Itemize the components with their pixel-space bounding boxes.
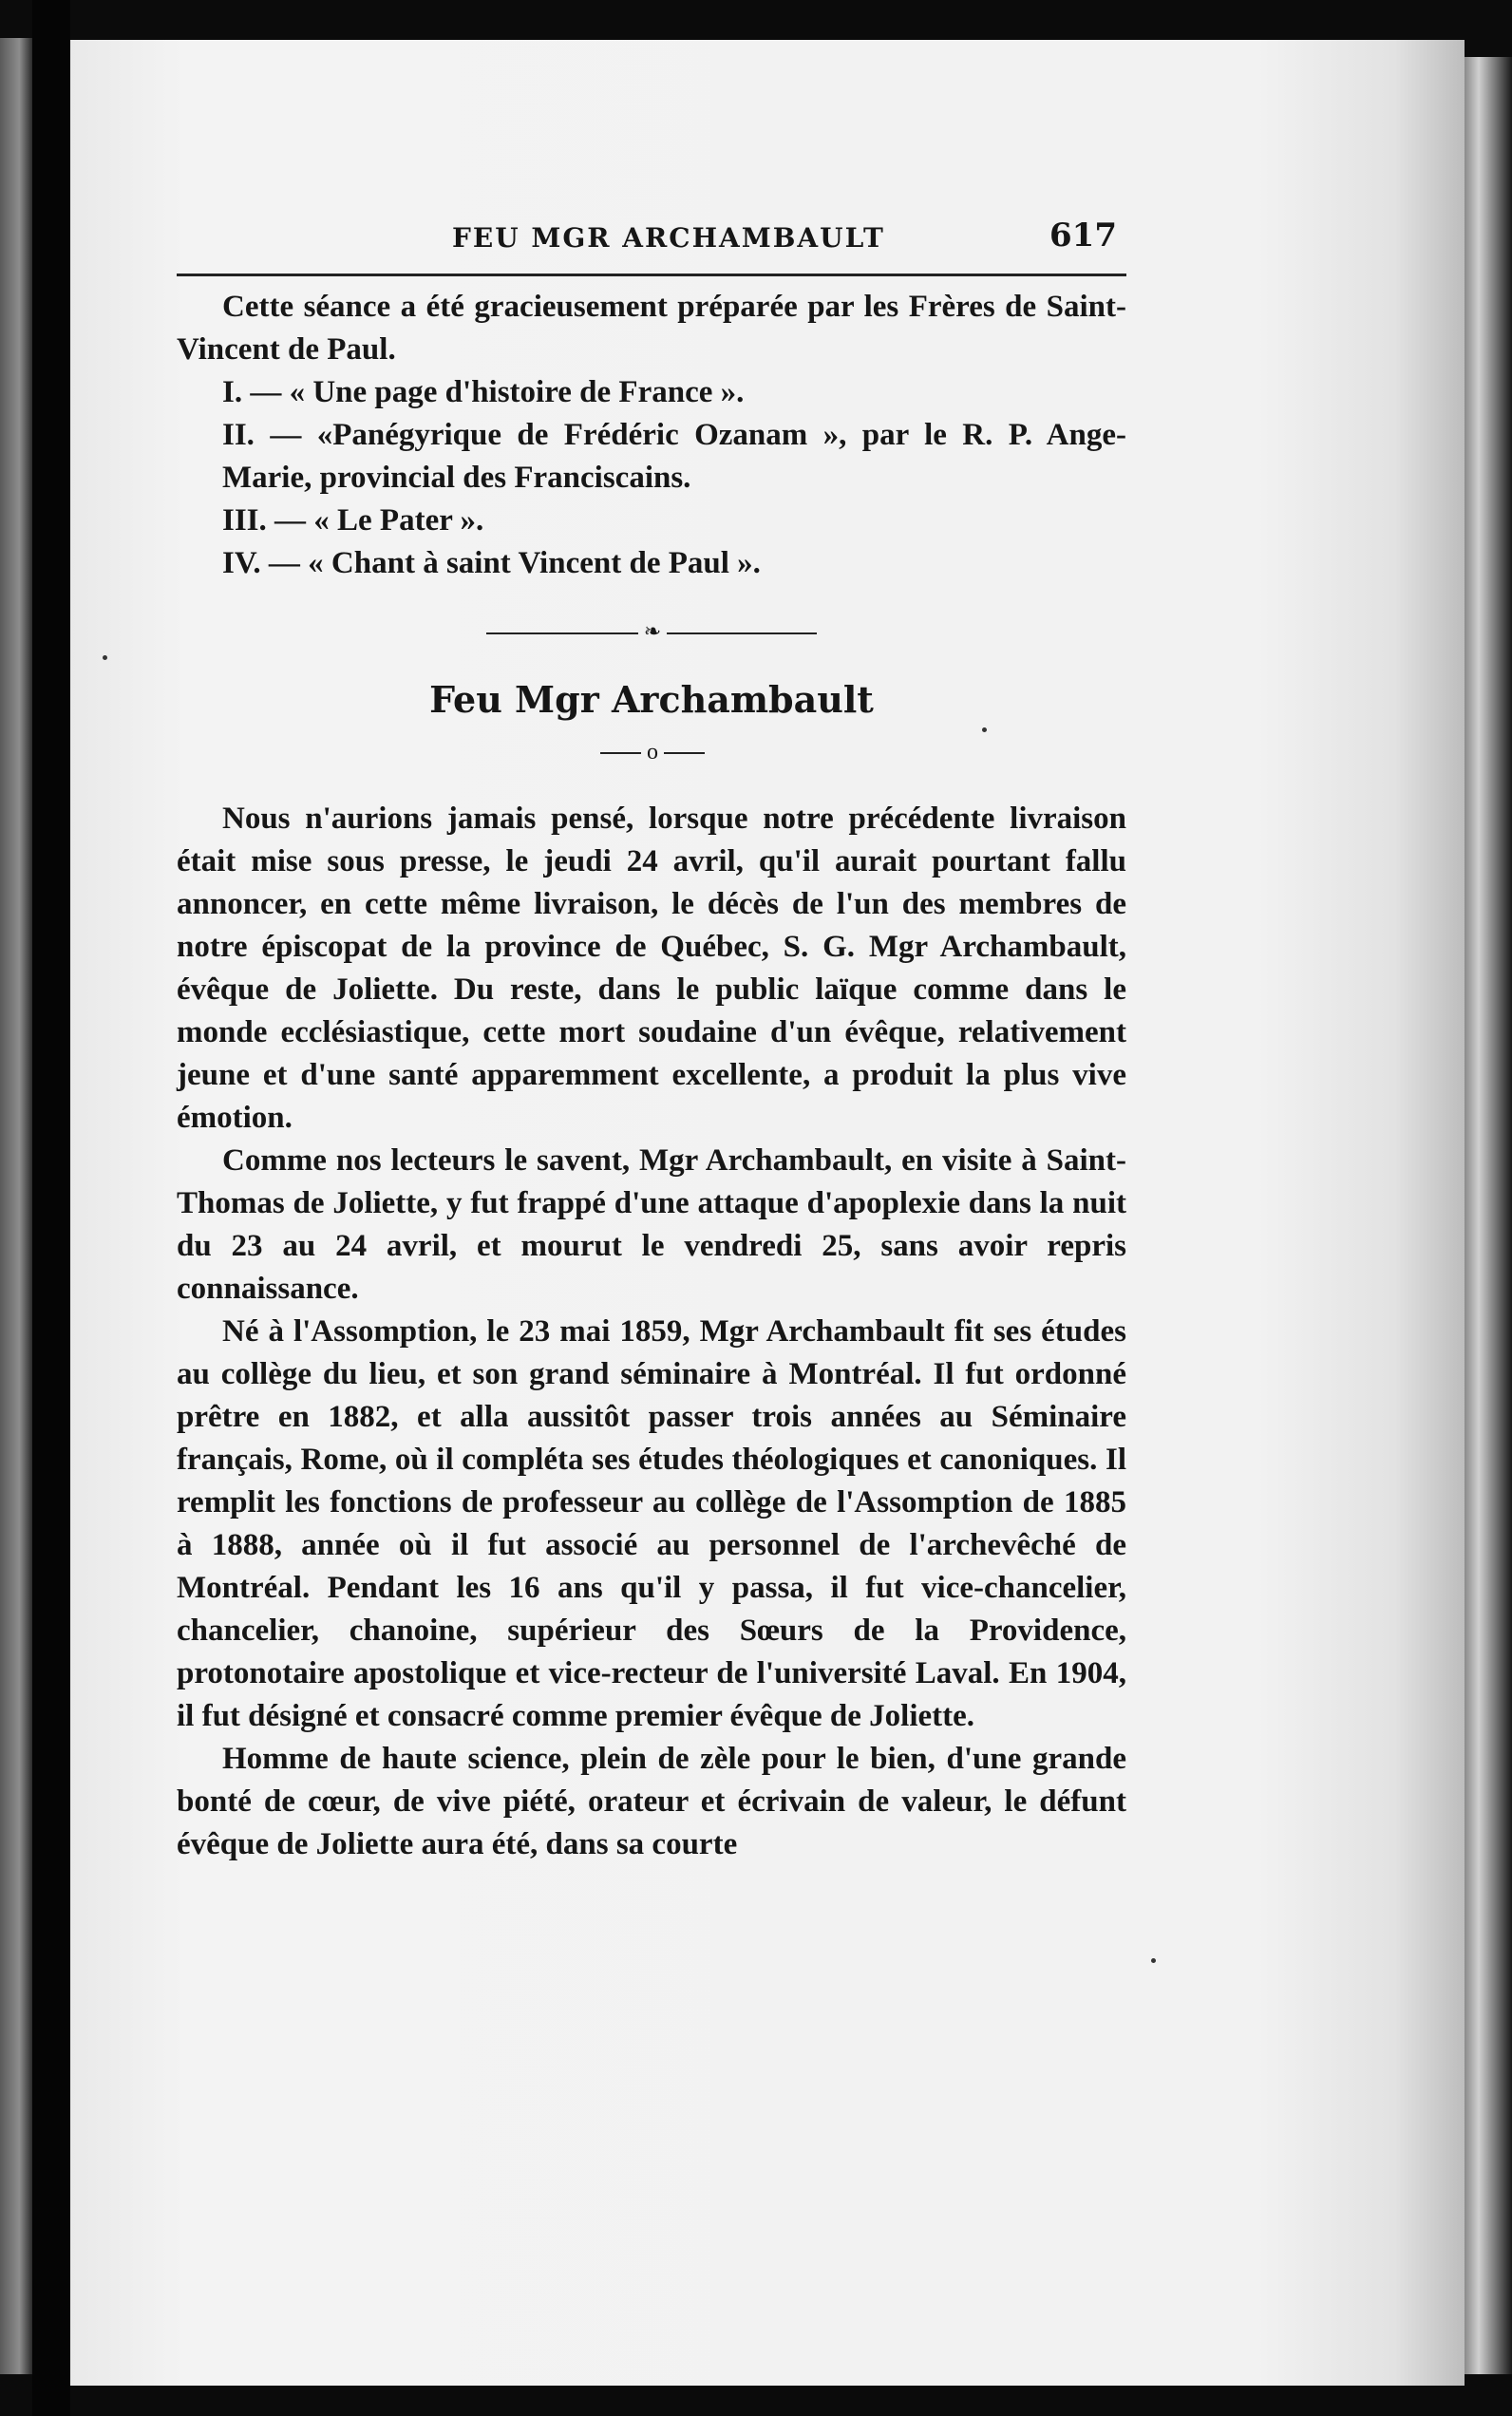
program-item-text: II. — «Panégyrique de Frédéric Ozanam », par le R. P. Ange-Marie, provincial des Franciscains. [222, 418, 1126, 495]
page-number: 617 [1049, 217, 1117, 255]
program-item: IV. — « Chant à saint Vincent de Paul ». [222, 546, 761, 580]
right-page-edges [1465, 57, 1512, 2374]
program-item: I. — « Une page d'histoire de France ». [222, 375, 745, 409]
article-paragraph: Comme nos lecteurs le savent, Mgr Archambault, en visite à Saint-Thomas de Joliette, y fut frappé d'une attaque d'apoplexie dans la nuit du 23 au 24 avril, et mourut le vendredi 25, sans avoir repris connaissance. [177, 1143, 1126, 1306]
article-paragraph: Né à l'Assomption, le 23 mai 1859, Mgr Archambault fit ses études au collège du lieu, et son grand séminaire à Montréal. Il fut ordonné prêtre en 1882, et alla aussitôt passer trois années au Séminaire français, Rome, où il compléta ses études théologiques et canoniques. Il remplit les fonctions de professeur au collège de l'Assomption de 1885 à 1888, année où il fut associé au personnel de l'archevêché de Montréal. Pendant les 16 ans qu'il y passa, il fut vice-chancelier, chancelier, chanoine, supérieur des Sœurs de la Providence, protonotaire apostolique et vice-recteur de l'université Laval. En 1904, il fut désigné et consacré comme premier évêque de Joliette. [177, 1314, 1126, 1733]
dust-speck [1151, 1958, 1156, 1963]
running-title: FEU MGR ARCHAMBAULT [452, 222, 885, 254]
running-head [177, 217, 1126, 276]
left-page-edge [0, 38, 32, 2374]
article-paragraph: Homme de haute science, plein de zèle pour le bien, d'une grande bonté de cœur, de vive piété, orateur et écrivain de valeur, le défunt évêque de Joliette aura été, dans sa courte [177, 1742, 1126, 1861]
article-title: Feu Mgr Archambault [429, 678, 874, 721]
article-paragraph: Nous n'aurions jamais pensé, lorsque notre précédente livraison était mise sous presse, le jeudi 24 avril, qu'il aurait pourtant fallu annoncer, en cette même livraison, le décès de l'un des membres de notre épiscopat de la province de Québec, S. G. Mgr Archambault, évêque de Joliette. Du reste, dans le public laïque comme dans le monde ecclésiastique, cette mort soudaine d'un évêque, relativement jeune et d'une santé apparemment excellente, a produit la plus vive émotion. [177, 802, 1126, 1135]
title-separator [177, 733, 1126, 771]
title-separator-dot: o [641, 739, 664, 765]
program-list [177, 371, 1126, 585]
book-gutter [32, 0, 70, 2416]
separator-ornament-icon: ❧ [638, 619, 667, 646]
dust-speck [103, 655, 107, 660]
page-text [177, 217, 1126, 1866]
program-item: III. — « Le Pater ». [222, 503, 484, 538]
intro-paragraph: Cette séance a été gracieusement préparée par les Frères de Saint-Vincent de Paul. [177, 290, 1126, 367]
program-item [177, 414, 1126, 500]
section-separator [177, 613, 1126, 655]
